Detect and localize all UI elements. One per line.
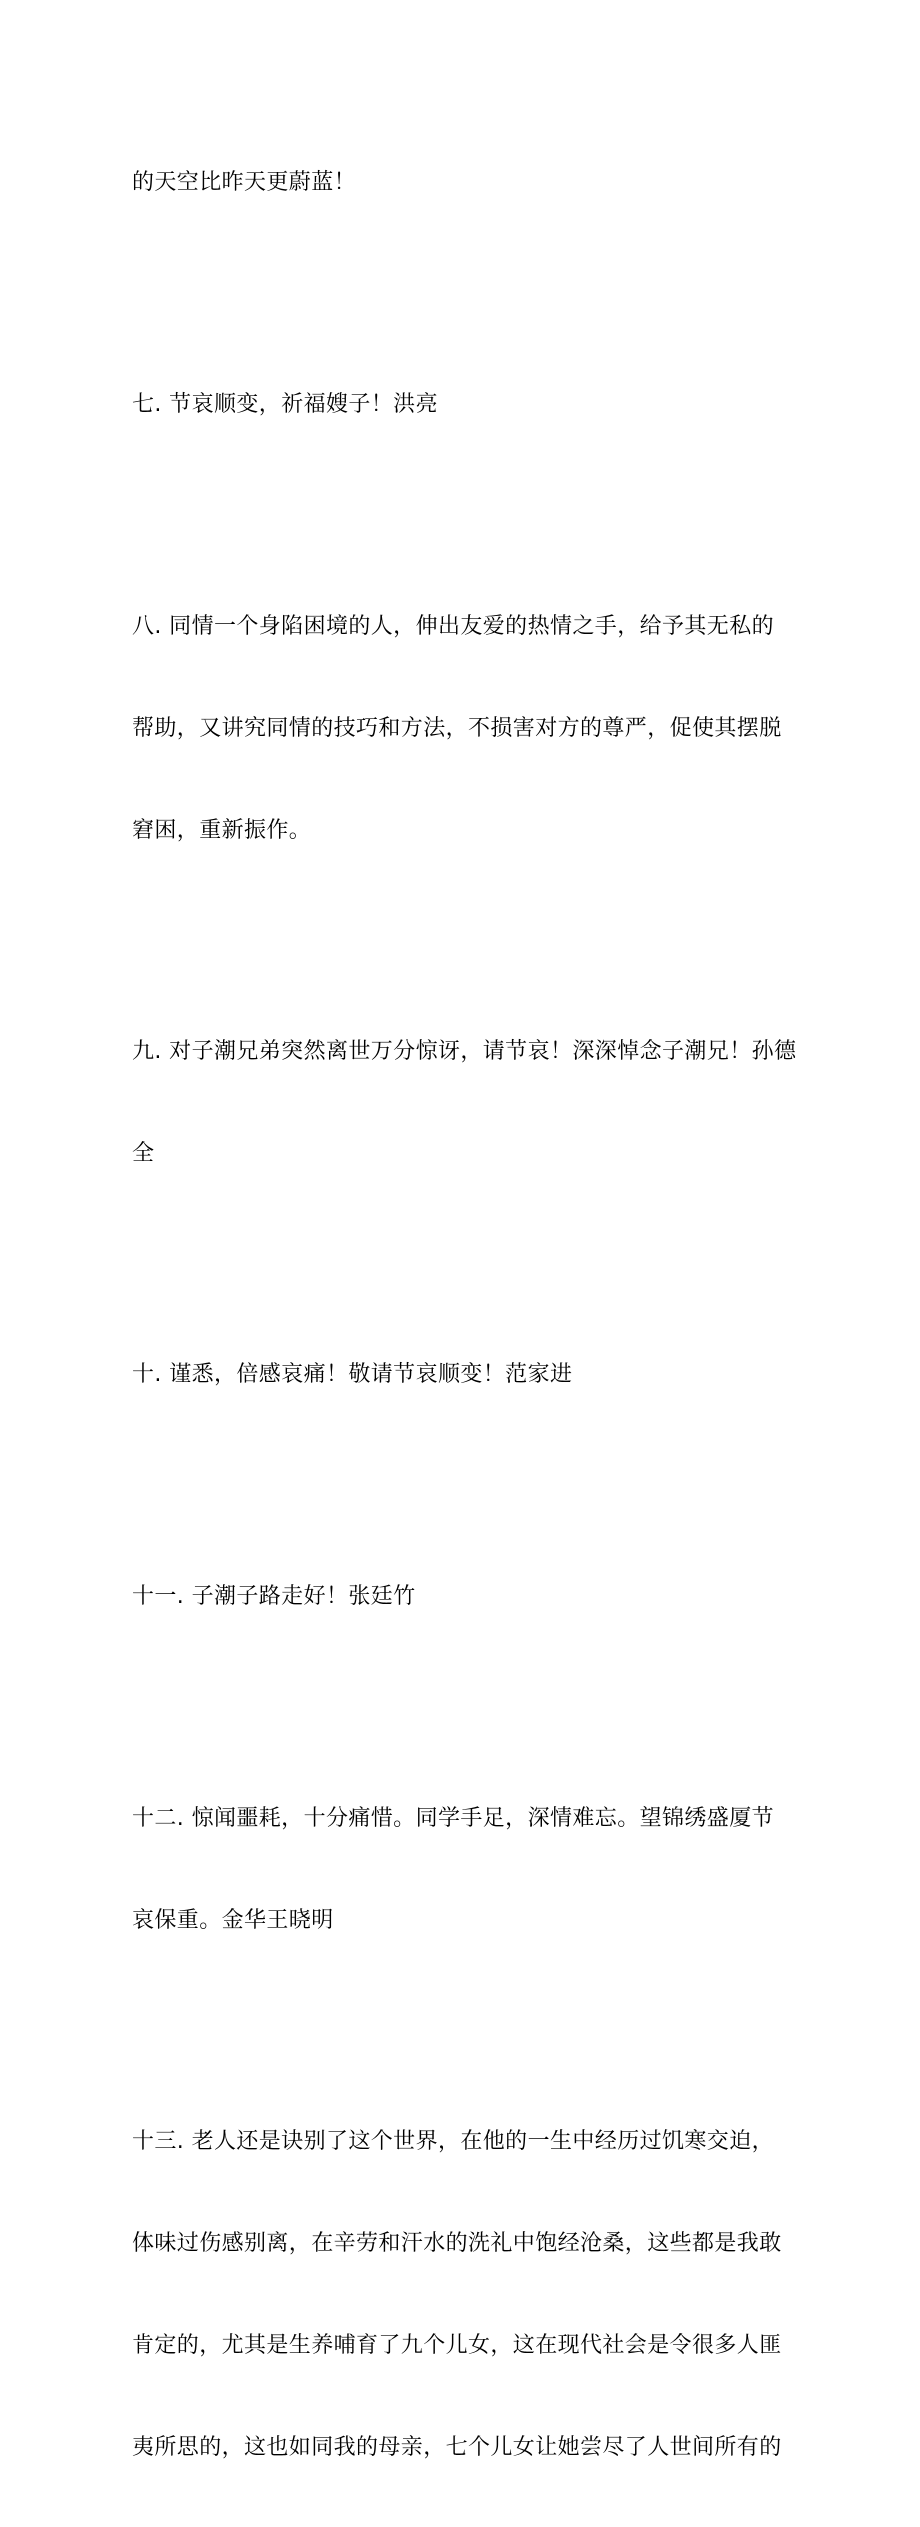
text-line: 窘困，重新振作。	[132, 818, 312, 843]
paragraph-item-10	[132, 1295, 800, 1455]
paragraph-item-8	[132, 547, 800, 910]
text-line: 七. 节哀顺变，祈福嫂子！洪亮	[132, 392, 438, 417]
text-line: 的天空比昨天更蔚蓝！	[132, 170, 357, 195]
paragraph-item-12	[132, 1739, 800, 2000]
text-line: 十. 谨悉，倍感哀痛！敬请节哀顺变！范家进	[132, 1362, 573, 1387]
paragraph-item-7	[132, 325, 800, 485]
text-line: 九. 对子潮兄弟突然离世万分惊讶，请节哀！深深悼念子潮兄！孙德	[132, 1039, 797, 1064]
text-line: 十三. 老人还是诀别了这个世界，在他的一生中经历过饥寒交迫，	[132, 2129, 774, 2154]
text-line: 帮助，又讲究同情的技巧和方法，不损害对方的尊严，促使其摆脱	[132, 716, 782, 741]
text-line: 十二. 惊闻噩耗，十分痛惜。同学手足，深情难忘。望锦绣盛厦节	[132, 1806, 774, 1831]
text-line: 肯定的，尤其是生养哺育了九个儿女，这在现代社会是令很多人匪	[132, 2333, 782, 2358]
paragraph-item-9	[132, 972, 800, 1233]
text-line: 全	[132, 1141, 155, 1166]
text-line: 夷所思的，这也如同我的母亲，七个儿女让她尝尽了人世间所有的	[132, 2435, 782, 2460]
text-line: 体味过伤感别离，在辛劳和汗水的洗礼中饱经沧桑，这些都是我敢	[132, 2231, 782, 2256]
paragraph-item-11	[132, 1517, 800, 1677]
paragraph-sky-line	[132, 103, 800, 263]
text-line: 八. 同情一个身陷困境的人，伸出友爱的热情之手，给予其无私的	[132, 614, 774, 639]
text-line: 哀保重。金华王晓明	[132, 1908, 334, 1933]
text-line: 十一. 子潮子路走好！张廷竹	[132, 1584, 416, 1609]
paragraph-item-13	[132, 2062, 800, 2527]
